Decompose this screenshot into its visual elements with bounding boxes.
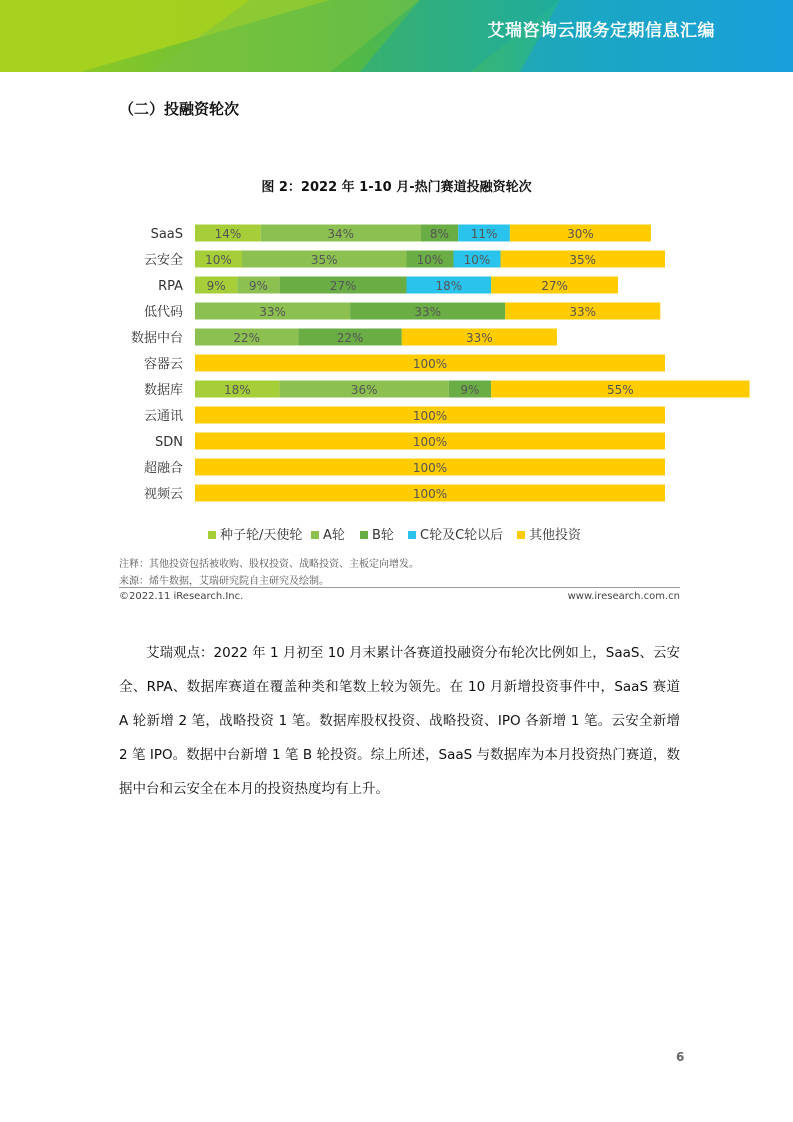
data-label: 8% [429, 227, 449, 241]
data-label: 22% [336, 331, 364, 345]
data-label: 30% [567, 227, 594, 241]
legend-label: B轮 [372, 528, 394, 543]
section-title: （二）投融资轮次 [119, 100, 240, 118]
category-label: 数据中台 [130, 331, 183, 346]
data-label: 22% [233, 331, 261, 345]
category-label: SaaS [150, 227, 183, 242]
data-label: 100% [412, 357, 448, 371]
data-label: 14% [214, 227, 242, 241]
data-label: 33% [414, 305, 441, 319]
legend-swatch [360, 531, 368, 539]
data-label: 9% [248, 279, 268, 293]
data-label: 27% [329, 279, 357, 293]
page-number: 6 [676, 1050, 685, 1064]
legend-swatch [408, 531, 416, 539]
data-label: 33% [466, 331, 493, 345]
data-label: 33% [259, 305, 286, 319]
category-label: 视频云 [143, 487, 183, 502]
data-label: 55% [607, 383, 634, 397]
data-label: 36% [350, 383, 378, 397]
legend-swatch [208, 531, 216, 539]
data-label: 10% [205, 253, 232, 267]
data-label: 27% [541, 279, 568, 293]
website-link[interactable]: www.iresearch.com.cn [567, 591, 680, 602]
legend-label: 其他投资 [529, 528, 582, 543]
category-label: 数据库 [143, 383, 183, 398]
category-label: 容器云 [143, 357, 183, 372]
data-label: 100% [412, 487, 448, 501]
data-label: 18% [435, 279, 463, 293]
data-label: 100% [412, 435, 448, 449]
copyright: ©2022.11 iResearch.Inc. [119, 591, 244, 602]
category-label: 云安全 [143, 253, 183, 268]
category-label: SDN [155, 435, 183, 450]
category-label: RPA [158, 279, 183, 294]
category-label: 低代码 [143, 305, 183, 320]
analysis-paragraph: 艾瑞观点：2022 年 1 月初至 10 月末累计各赛道投融资分布轮次比例如上，SaaS、云安全、RPA、数据库赛道在覆盖种类和笔数上较为领先。在 10 月新增投资事件中，SaaS 赛道 A 轮新增 2 笔，战略投资 1 笔。数据库股权投资、战略投资、IPO 各新增 1 笔。云安全新增 2 笔 IPO。数据中台新增 1 笔 B 轮投资。综上所述，SaaS 与数据库为本月投资热门赛道，数据中台和云安全在本月的投资热度均有上升。 [119, 645, 680, 797]
category-label: 超融合 [143, 461, 183, 476]
legend-label: 种子轮/天使轮 [220, 528, 303, 543]
data-label: 100% [412, 409, 448, 423]
data-label: 9% [206, 279, 226, 293]
data-label: 35% [569, 253, 597, 267]
data-label: 11% [470, 227, 498, 241]
data-label: 9% [460, 383, 480, 397]
legend-swatch [517, 531, 525, 539]
data-label: 10% [416, 253, 444, 267]
divider [119, 587, 680, 588]
legend-label: C轮及C轮以后 [420, 528, 504, 543]
data-label: 18% [223, 383, 251, 397]
legend-label: A轮 [323, 528, 345, 543]
category-label: 云通讯 [143, 409, 183, 424]
stacked-bar-chart [0, 210, 793, 550]
chart-title: 图 2：2022 年 1-10 月-热门赛道投融资轮次 [261, 180, 532, 195]
chart-source: 来源：烯牛数据，艾瑞研究院自主研究及绘制。 [119, 576, 329, 587]
data-label: 100% [412, 461, 448, 475]
data-label: 34% [327, 227, 355, 241]
data-label: 35% [310, 253, 338, 267]
legend-swatch [311, 531, 319, 539]
data-label: 33% [569, 305, 597, 319]
chart-note: 注释：其他投资包括被收购、股权投资、战略投资、主板定向增发。 [119, 559, 419, 570]
header-title: 艾瑞咨询云服务定期信息汇编 [487, 21, 715, 41]
data-label: 10% [463, 253, 491, 267]
